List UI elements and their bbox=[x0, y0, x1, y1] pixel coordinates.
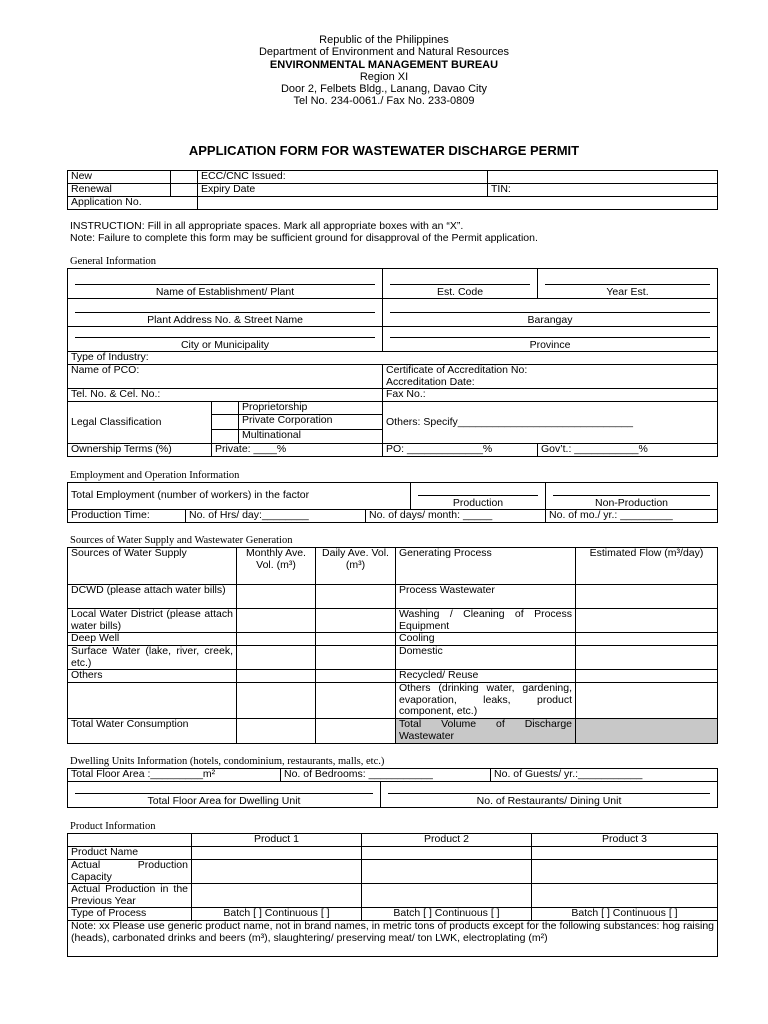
lwd-daily-field[interactable] bbox=[316, 609, 396, 633]
product-1-name-field[interactable] bbox=[192, 847, 362, 860]
product-3-name-field[interactable] bbox=[532, 847, 718, 860]
product-name-label: Product Name bbox=[68, 847, 192, 860]
deep-well-monthly-field[interactable] bbox=[237, 633, 316, 646]
province-cell[interactable] bbox=[383, 327, 718, 352]
restaurants-cell[interactable] bbox=[381, 782, 718, 808]
employment-heading: Employment and Operation Information bbox=[70, 470, 240, 481]
ownership-terms-label: Ownership Terms (%) bbox=[68, 444, 212, 457]
ecc-cnc-label: ECC/CNC Issued: bbox=[198, 171, 488, 184]
table-row bbox=[68, 585, 718, 609]
table-row bbox=[68, 908, 718, 921]
private-corporation-checkbox[interactable] bbox=[212, 415, 239, 430]
general-info-heading: General Information bbox=[70, 256, 157, 267]
others-process-flow-field[interactable] bbox=[576, 683, 718, 719]
legal-classification-label: Legal Classification bbox=[68, 402, 212, 444]
others-daily-field[interactable] bbox=[316, 670, 396, 683]
product-2-header: Product 2 bbox=[362, 834, 532, 847]
production-time-label: Production Time: bbox=[68, 510, 186, 523]
new-label: New bbox=[68, 171, 171, 184]
product-3-process-options[interactable]: Batch [ ] Continuous [ ] bbox=[532, 908, 718, 921]
col-monthly-header: Monthly Ave. Vol. (m³) bbox=[237, 548, 316, 585]
days-per-month-field[interactable]: No. of days/ month: _____ bbox=[366, 510, 546, 523]
product-table bbox=[67, 833, 718, 957]
city-cell[interactable] bbox=[68, 327, 383, 352]
dcwd-monthly-field[interactable] bbox=[237, 585, 316, 609]
industry-type-field[interactable]: Type of Industry: bbox=[68, 352, 718, 365]
others-process-label: Others (drinking water, gardening, evaporation, leaks, product component, etc.) bbox=[396, 683, 576, 719]
province-label: Province bbox=[529, 338, 571, 351]
table-row bbox=[68, 860, 718, 884]
product-2-capacity-field[interactable] bbox=[362, 860, 532, 884]
total-monthly-field[interactable] bbox=[237, 719, 316, 744]
plant-address-cell[interactable] bbox=[68, 299, 383, 327]
header-republic: Republic of the Philippines bbox=[319, 34, 449, 46]
header-bureau: ENVIRONMENTAL MANAGEMENT BUREAU bbox=[269, 58, 499, 71]
table-row bbox=[68, 670, 718, 683]
header-phone: Tel No. 234-0061./ Fax No. 233-0809 bbox=[293, 95, 475, 108]
est-code-label: Est. Code bbox=[436, 285, 484, 298]
production-label: Production bbox=[452, 496, 504, 509]
col-sources-header: Sources of Water Supply bbox=[68, 548, 237, 585]
ownership-po-field[interactable]: PO: _____________% bbox=[383, 444, 538, 457]
ecc-cnc-field[interactable] bbox=[488, 171, 718, 184]
general-info-table bbox=[67, 268, 718, 457]
tel-field[interactable]: Tel. No. & Cel. No.: bbox=[68, 389, 383, 402]
product-3-header: Product 3 bbox=[532, 834, 718, 847]
lwd-monthly-field[interactable] bbox=[237, 609, 316, 633]
product-3-capacity-field[interactable] bbox=[532, 860, 718, 884]
dcwd-label: DCWD (please attach water bills) bbox=[68, 585, 237, 609]
barangay-cell[interactable] bbox=[383, 299, 718, 327]
application-no-label: Application No. bbox=[68, 197, 198, 210]
pco-name-field[interactable]: Name of PCO: bbox=[68, 365, 383, 389]
dwelling-floor-area-cell[interactable] bbox=[68, 782, 381, 808]
application-type-table bbox=[67, 170, 718, 210]
table-row bbox=[68, 609, 718, 633]
accreditation-no-label: Certificate of Accreditation No: bbox=[386, 364, 528, 376]
non-production-label: Non-Production bbox=[595, 496, 669, 509]
year-est-label: Year Est. bbox=[606, 285, 649, 298]
surface-water-monthly-field[interactable] bbox=[237, 646, 316, 670]
production-workers-cell[interactable] bbox=[411, 483, 546, 510]
blank-monthly-field[interactable] bbox=[237, 683, 316, 719]
dwelling-heading: Dwelling Units Information (hotels, condominium, restaurants, malls, etc.) bbox=[70, 756, 385, 767]
renewal-label: Renewal bbox=[68, 184, 171, 197]
proprietorship-checkbox[interactable] bbox=[212, 402, 239, 415]
employment-table bbox=[67, 482, 718, 523]
product-3-previous-field[interactable] bbox=[532, 884, 718, 908]
letterhead bbox=[0, 34, 768, 108]
product-corner-cell bbox=[68, 834, 192, 847]
washing-flow-field[interactable] bbox=[576, 609, 718, 633]
application-no-field[interactable] bbox=[198, 197, 718, 210]
others-monthly-field[interactable] bbox=[237, 670, 316, 683]
product-2-process-options[interactable]: Batch [ ] Continuous [ ] bbox=[362, 908, 532, 921]
form-title: APPLICATION FORM FOR WASTEWATER DISCHARGE PERMIT bbox=[188, 143, 580, 158]
blank-source-field[interactable] bbox=[68, 683, 237, 719]
product-note: Note: xx Please use generic product name, not in brand names, in metric tons of products except for the following substances: hog raising (heads), carbonated drinks and beers (m³), slaughtering/ preserving meat/ ton LWK, electroplating (m²) bbox=[68, 921, 718, 957]
domestic-flow-field[interactable] bbox=[576, 646, 718, 670]
product-2-name-field[interactable] bbox=[362, 847, 532, 860]
lwd-label: Local Water District (please attach water bills) bbox=[68, 609, 237, 633]
plant-address-label: Plant Address No. & Street Name bbox=[147, 313, 303, 326]
others-source-label: Others bbox=[68, 670, 237, 683]
bedrooms-field[interactable]: No. of Bedrooms: ___________ bbox=[281, 769, 491, 782]
product-2-previous-field[interactable] bbox=[362, 884, 532, 908]
fax-field[interactable]: Fax No.: bbox=[383, 389, 718, 402]
establishment-name-cell[interactable] bbox=[68, 269, 383, 299]
dcwd-daily-field[interactable] bbox=[316, 585, 396, 609]
total-daily-field[interactable] bbox=[316, 719, 396, 744]
deep-well-label: Deep Well bbox=[68, 633, 237, 646]
non-production-workers-cell[interactable] bbox=[546, 483, 718, 510]
table-row bbox=[68, 884, 718, 908]
establishment-name-label: Name of Establishment/ Plant bbox=[155, 285, 295, 298]
expiry-date-label: Expiry Date bbox=[198, 184, 488, 197]
recycled-flow-field[interactable] bbox=[576, 670, 718, 683]
total-consumption-label: Total Water Consumption bbox=[68, 719, 237, 744]
water-supply-table bbox=[67, 547, 718, 744]
ownership-govt-field[interactable]: Gov’t.: ___________% bbox=[538, 444, 718, 457]
guests-field[interactable]: No. of Guests/ yr.:___________ bbox=[491, 769, 718, 782]
total-employment-label: Total Employment (number of workers) in the factor bbox=[68, 483, 411, 510]
table-row bbox=[68, 719, 718, 744]
capacity-label: Actual Production Capacity bbox=[68, 860, 192, 884]
year-est-cell[interactable] bbox=[538, 269, 718, 299]
ownership-private-field[interactable]: Private: ____% bbox=[212, 444, 383, 457]
table-row bbox=[68, 683, 718, 719]
proprietorship-label: Proprietorship bbox=[239, 402, 383, 415]
product-1-previous-field[interactable] bbox=[192, 884, 362, 908]
others-specify-field[interactable]: Others: Specify______________________________ bbox=[383, 402, 718, 444]
washing-label: Washing / Cleaning of Process Equipment bbox=[396, 609, 576, 633]
cooling-label: Cooling bbox=[396, 633, 576, 646]
table-row bbox=[68, 847, 718, 860]
process-wastewater-label: Process Wastewater bbox=[396, 585, 576, 609]
private-corporation-label: Private Corporation bbox=[239, 415, 383, 430]
product-1-capacity-field[interactable] bbox=[192, 860, 362, 884]
cooling-flow-field[interactable] bbox=[576, 633, 718, 646]
col-process-header: Generating Process bbox=[396, 548, 576, 585]
col-flow-header: Estimated Flow (m³/day) bbox=[576, 548, 718, 585]
header-department: Department of Environment and Natural Resources bbox=[258, 46, 510, 59]
barangay-label: Barangay bbox=[527, 313, 573, 326]
total-discharge-label: Total Volume of Discharge Wastewater bbox=[396, 719, 576, 744]
instruction-note: Note: Failure to complete this form may be sufficient ground for disapproval of the Permit application. bbox=[70, 232, 538, 244]
restaurants-label: No. of Restaurants/ Dining Unit bbox=[476, 794, 622, 807]
deep-well-daily-field[interactable] bbox=[316, 633, 396, 646]
product-1-header: Product 1 bbox=[192, 834, 362, 847]
surface-water-daily-field[interactable] bbox=[316, 646, 396, 670]
city-label: City or Municipality bbox=[180, 338, 270, 351]
table-row bbox=[68, 633, 718, 646]
recycled-label: Recycled/ Reuse bbox=[396, 670, 576, 683]
water-supply-heading: Sources of Water Supply and Wastewater Generation bbox=[70, 535, 293, 546]
product-1-process-options[interactable]: Batch [ ] Continuous [ ] bbox=[192, 908, 362, 921]
surface-water-label: Surface Water (lake, river, creek, etc.) bbox=[68, 646, 237, 670]
accreditation-date-label: Accreditation Date: bbox=[386, 375, 475, 388]
est-code-cell[interactable] bbox=[383, 269, 538, 299]
instructions bbox=[70, 220, 538, 244]
instruction-text: INSTRUCTION: Fill in all appropriate spaces. Mark all appropriate boxes with an “X”. bbox=[70, 220, 464, 232]
multinational-label: Multinational bbox=[239, 430, 383, 444]
total-discharge-field bbox=[576, 719, 718, 744]
blank-daily-field[interactable] bbox=[316, 683, 396, 719]
new-checkbox[interactable] bbox=[171, 171, 198, 184]
process-type-label: Type of Process bbox=[68, 908, 192, 921]
domestic-label: Domestic bbox=[396, 646, 576, 670]
table-row bbox=[68, 646, 718, 670]
header-address: Door 2, Felbets Bldg., Lanang, Davao City bbox=[280, 83, 488, 96]
multinational-checkbox[interactable] bbox=[212, 430, 239, 444]
header-region: Region XI bbox=[359, 70, 409, 83]
months-per-year-field[interactable]: No. of mo./ yr.: _________ bbox=[546, 510, 718, 523]
floor-area-field[interactable]: Total Floor Area :_________m² bbox=[68, 769, 281, 782]
tin-label: TIN: bbox=[488, 184, 718, 197]
hrs-per-day-field[interactable]: No. of Hrs/ day:________ bbox=[186, 510, 366, 523]
process-wastewater-flow-field[interactable] bbox=[576, 585, 718, 609]
accreditation-cell[interactable] bbox=[383, 365, 718, 389]
previous-year-label: Actual Production in the Previous Year bbox=[68, 884, 192, 908]
col-daily-header: Daily Ave. Vol. (m³) bbox=[316, 548, 396, 585]
dwelling-floor-area-label: Total Floor Area for Dwelling Unit bbox=[147, 794, 301, 807]
dwelling-table bbox=[67, 768, 718, 808]
product-heading: Product Information bbox=[70, 821, 156, 832]
renewal-checkbox[interactable] bbox=[171, 184, 198, 197]
